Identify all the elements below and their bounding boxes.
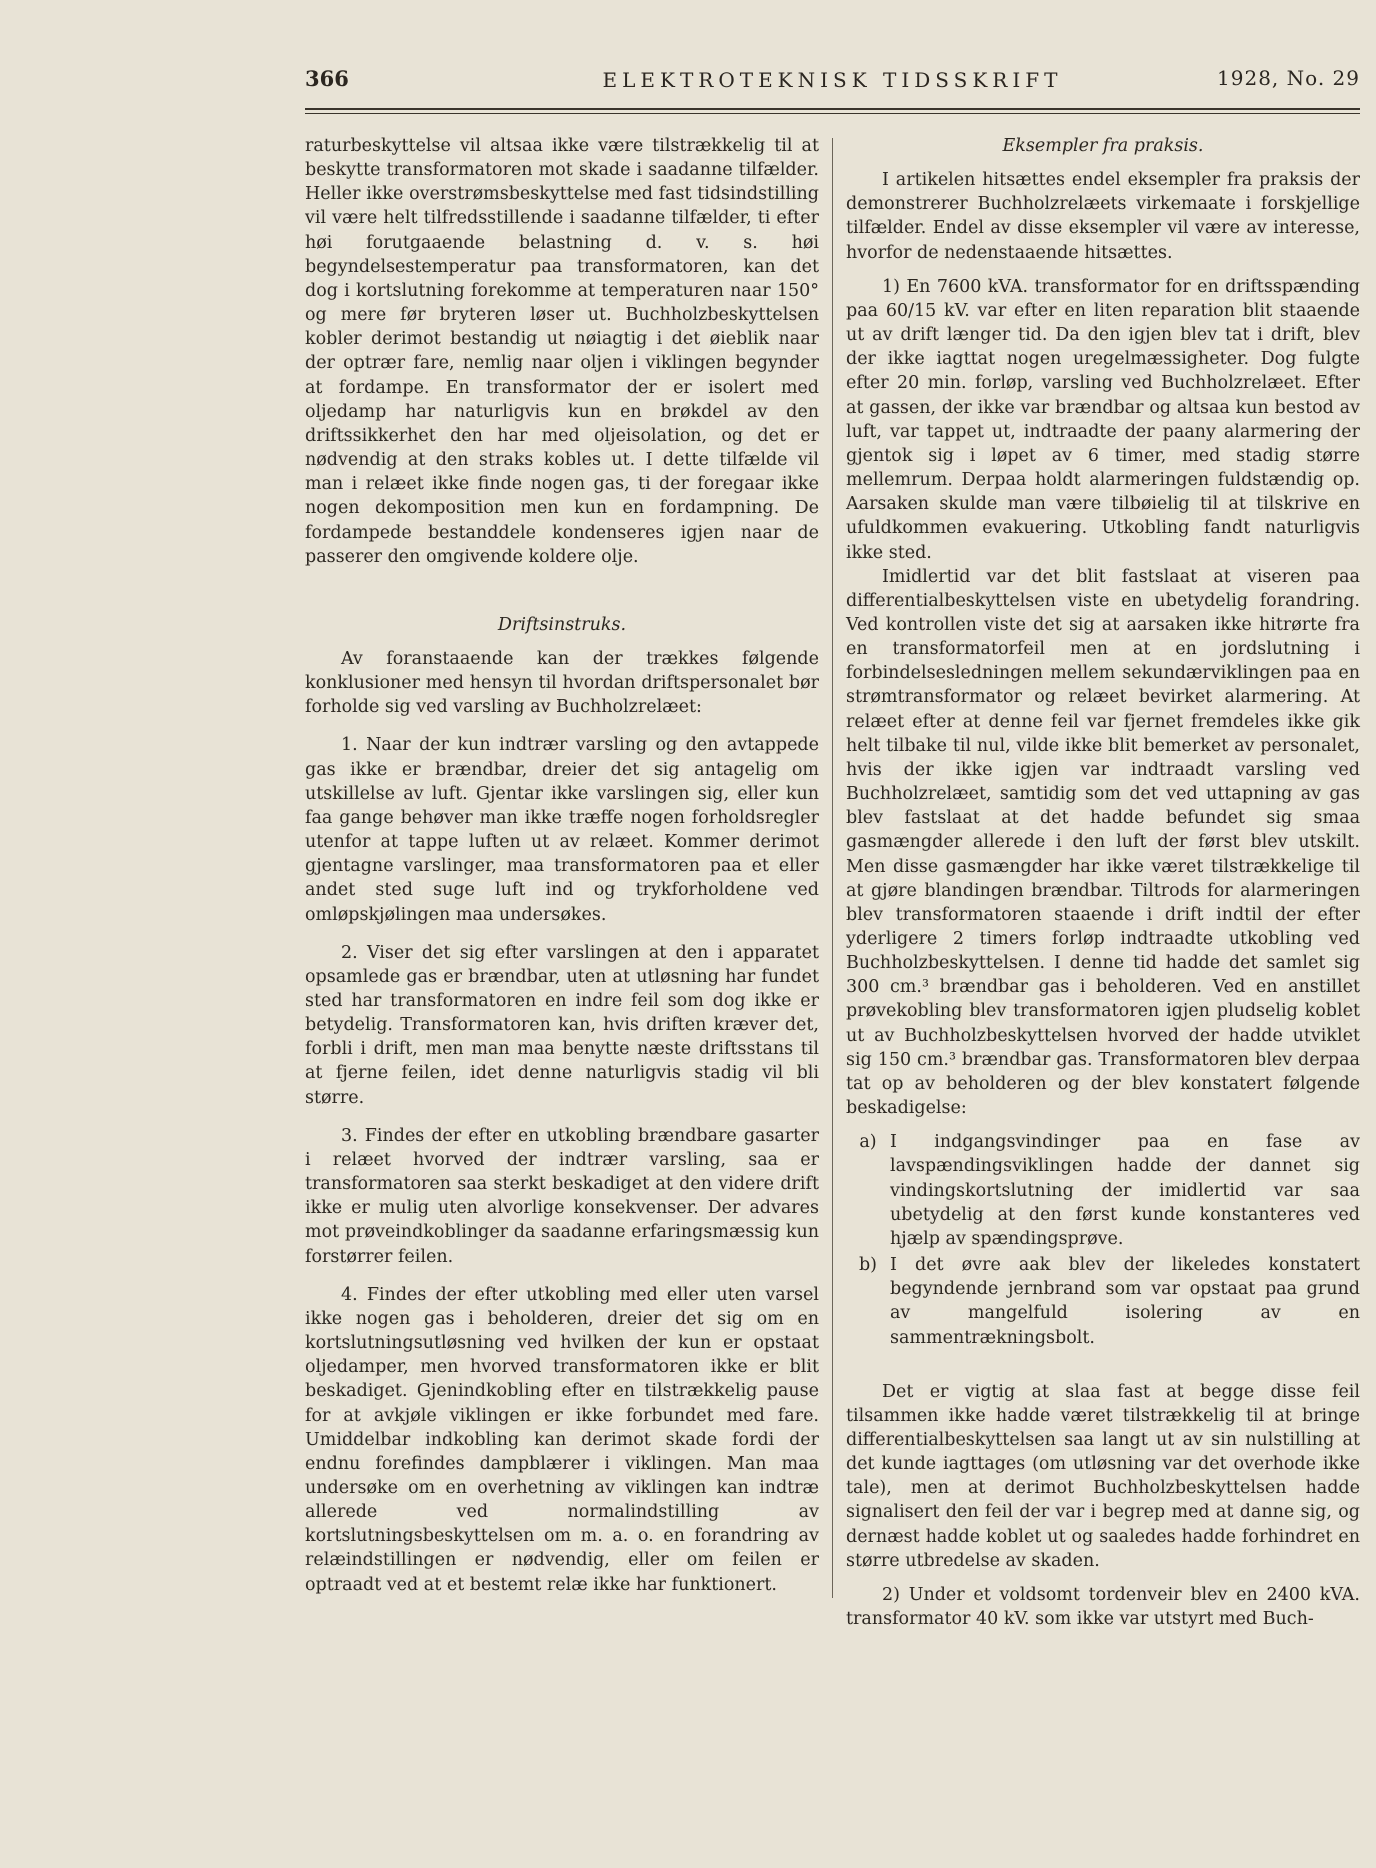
section-heading-driftsinstruks: Driftsinstruks. [497, 614, 627, 635]
header-rule-thick [305, 108, 1360, 110]
journal-title: ELEKTROTEKNISK TIDSSKRIFT [602, 68, 1063, 92]
paragraph-continued: raturbeskyttelse vil altsaa ikke være tilstrækkelig til at beskytte transformatoren mot skade i saadanne tilfælder. Heller ikke overstrømsbeskyttelse med fast tidsindstilling vil være helt tilfredsstillende i saadanne tilfælder, ti efter høi forutgaaende belastning d. v. s. høi begyndelsestemperatur paa transformatoren, kan det dog i kortslutning forekomme at temperaturen naar 150° og mere før bryteren løser ut. Buchholzbeskyttelsen kobler derimot bestandig ut nøiagtig i det øieblik naar der optrær fare, nemlig naar oljen i viklingen begynder at fordampe. En transformator der er isolert med oljedamp har naturligvis kun en brøkdel av den driftssikkerhet den har med oljeisolation, og det er nødvendig at den straks kobles ut. I dette tilfælde vil man i relæet ikke finde nogen gas, ti der foregaar ikke nogen dekomposition men kun en fordampning. De fordampede bestanddele kondenseres igjen naar de passerer den omgivende koldere olje. [305, 136, 819, 567]
list-item-a [846, 1130, 1360, 1251]
list-text-a: I indgangsvindinger paa en fase av lavspændingsviklingen hadde der dannet sig vindingskortslutning der imidlertid var saa ubetydelig at den først kunde konstanteres ved hjælp av spændingsprøve. [890, 1132, 1360, 1249]
header-rule-thin [305, 113, 1360, 114]
paragraph-conclusion: Det er vigtig at slaa fast at begge disse feil tilsammen ikke hadde været tilstrækkelig til at bringe differentialbeskyttelsen saa langt ut av sin nulstilling at det kunde iagttages (om utløsning var det overhode ikke tale), men at derimot Buchholzbeskyttelsen hadde signalisert den feil der var i begrep med at danne sig, og dernæst hadde koblet ut og saaledes hadde forhindret en større utbredelse av skaden. [846, 1381, 1360, 1571]
paragraph-example-2: 2) Under et voldsomt tordenveir blev en 2400 kVA. transformator 40 kV. som ikke var utstyrt med Buch- [846, 1584, 1360, 1630]
list-item-b [846, 1253, 1360, 1350]
numbered-item-3: 3. Findes der efter en utkobling brændbare gasarter i relæet hvorved der indtrær varsling, saa er transformatoren saa sterkt beskadiget at den videre drift ikke er mulig uten alvorlige konsekvenser. Der advares mot prøveindkoblinger da saadanne erfaringsmæssig kun forstørrer feilen. [305, 1125, 819, 1267]
running-header [305, 66, 1360, 96]
section-heading-eksempler: Eksempler fra praksis. [1002, 136, 1204, 156]
paragraph-example-1: 1) En 7600 kVA. transformator for en driftsspænding paa 60/15 kV. var efter en liten reparation blit staaende ut av drift længer tid. Da den igjen blev tat i drift, blev der ikke iagttat nogen uregelmæssigheter. Dog fulgte efter 20 min. forløp, varsling ved Buchholzrelæet. Efter at gassen, der ikke var brændbar og altsaa kun bestod av luft, var tappet ut, indtraadte der paany alarmering der gjentok sig i løpet av 6 timer, med stadig større mellemrum. Derpaa holdt alarmeringen fuldstændig op. Aarsaken skulde man være tilbøielig til at tilskrive en ufuldkommen evakuering. Utkobling fandt naturligvis ikke sted. [846, 276, 1360, 563]
left-column [305, 134, 819, 1597]
paragraph-example-1-cont: Imidlertid var det blit fastslaat at viseren paa differentialbeskyttelsen viste en ubetydelig forandring. Ved kontrollen viste det sig at aarsaken ikke hitrørte fra en transformatorfeil men at en jordslutning i forbindelsesledningen mellem sekundærviklingen paa en strømtransformator og relæet bevirket alarmering. At relæet efter at denne feil var fjernet fremdeles ikke gik helt tilbake til nul, vilde ikke blit bemerket av personalet, hvis der ikke igjen var indtraadt varsling ved Buchholzrelæet, samtidig som det ved uttapning av gas blev fastslaat at det hadde befundet sig smaa gasmængder allerede i den luft der først blev utskilt. Men disse gasmængder har ikke været tilstrækkelige til at gjøre blandingen brændbar. Tiltrods for alarmeringen blev transformatoren staaende i drift indtil der efter yderligere 2 timers forløp indtraadte utkobling ved Buchholzbeskyttelsen. I denne tid hadde det samlet sig 300 cm.³ brændbar gas i beholderen. Ved en anstillet prøvekobling blev transformatoren igjen pludselig koblet ut av Buchholzbeskyttelsen hvorved der hadde utviklet sig 150 cm.³ brændbar gas. Transformatoren blev derpaa tat op av beholderen og der blev konstatert følgende beskadigelse: [846, 566, 1360, 1119]
issue-number: 1928, No. 29 [1217, 66, 1360, 90]
list-label-a: a) [859, 1132, 877, 1153]
paragraph-examples-intro: I artikelen hitsættes endel eksempler fra praksis der demonstrerer Buchholzrelæets virkemaate i forskjellige tilfælder. Endel av disse eksempler vil være av interesse, hvorfor de nedenstaaende hitsættes. [846, 170, 1360, 263]
numbered-item-4: 4. Findes der efter utkobling med eller uten varsel ikke nogen gas i beholderen, dreier det sig om en kortslutningsutløsning ved hvilken der kun er opstaat oljedamper, men hvorved transformatoren ikke er blit beskadiget. Gjenindkobling efter en tilstrækkelig pause for at avkjøle viklingen er ikke forbundet med fare. Umiddelbar indkobling kan derimot skade fordi der endnu forefindes dampblærer i viklingen. Man maa undersøke om en overhetning av viklingen kan indtræ allerede ved normalindstilling av kortslutningsbeskyttelsen om m. a. o. en forandring av relæindstillingen er nødvendig, eller om feilen er optraadt ved at et bestemt relæ ikke har funktionert. [305, 1284, 819, 1595]
numbered-item-1: 1. Naar der kun indtrær varsling og den avtappede gas ikke er brændbar, dreier det sig antagelig om utskillelse av luft. Gjentar ikke varslingen sig, eller kun faa gange behøver man ikke træffe nogen forholdsregler utenfor at tappe luften ut av relæet. Kommer derimot gjentagne varslinger, maa transformatoren paa et eller andet sted suge luft ind og trykforholdene ved omløpskjølingen maa undersøkes. [305, 735, 819, 925]
list-text-b: I det øvre aak blev der likeledes konstatert begyndende jernbrand som var opstaat paa grund av mangelfuld isolering av en sammentrækningsbolt. [890, 1255, 1360, 1348]
list-label-b: b) [858, 1255, 878, 1276]
right-column [846, 134, 1360, 1631]
paragraph-intro: Av foranstaaende kan der trækkes følgende konklusioner med hensyn til hvordan driftspersonalet bør forholde sig ved varsling av Buchholzrelæet: [305, 648, 819, 718]
column-divider [832, 138, 833, 1598]
page-number: 366 [305, 66, 349, 91]
numbered-item-2: 2. Viser det sig efter varslingen at den i apparatet opsamlede gas er brændbar, uten at utløsning har fundet sted har transformatoren en indre feil som dog ikke er betydelig. Transformatoren kan, hvis driften kræver det, forbli i drift, men man maa benytte næste driftsstans til at fjerne feilen, idet denne naturligvis stadig vil bli større. [305, 942, 819, 1108]
